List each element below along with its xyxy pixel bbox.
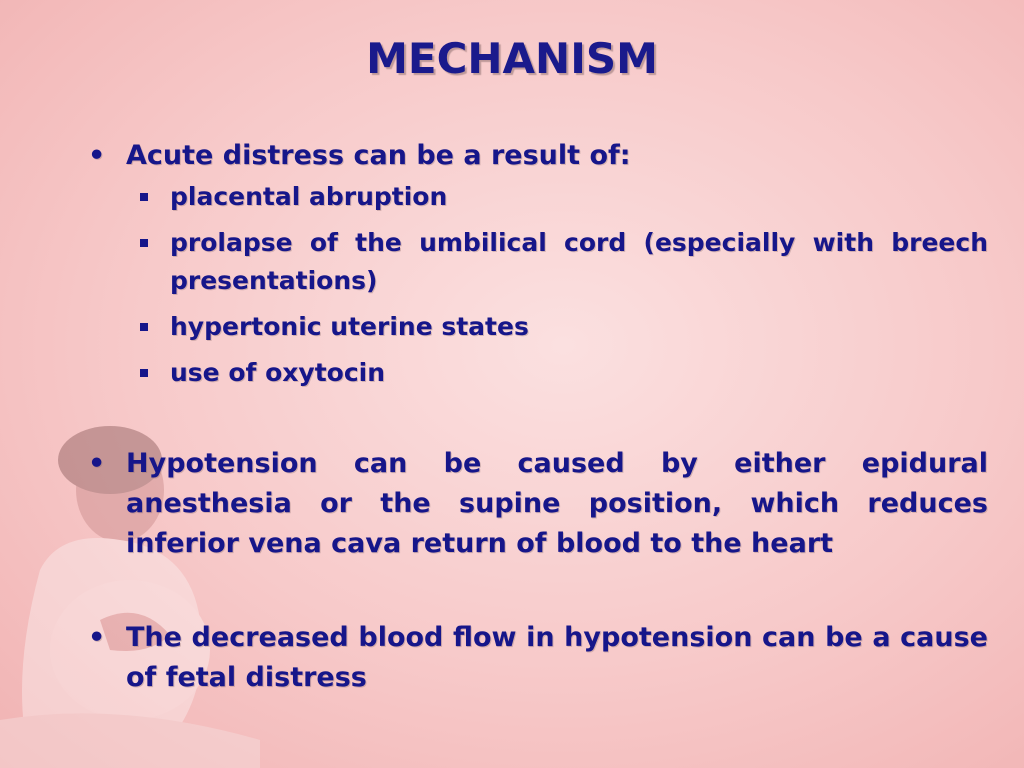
sub-bullet-item	[84, 354, 988, 392]
bullet-text: The decreased blood flow in hypotension can be a cause of fetal distress	[126, 622, 988, 693]
bullet-acute-distress	[84, 136, 988, 176]
sub-bullet-text: prolapse of the umbilical cord (especially with breech presentations)	[170, 228, 988, 295]
bullet-hypotension	[84, 444, 988, 564]
sub-bullet-text: hypertonic uterine states	[170, 312, 529, 341]
square-bullet-icon	[140, 193, 148, 201]
bullet-blood-flow	[84, 618, 988, 698]
slide-title: MECHANISM	[366, 34, 658, 83]
slide-content	[84, 136, 988, 698]
sub-bullet-item	[84, 224, 988, 300]
bullet-text: Hypotension can be caused by either epidural anesthesia or the supine position, which reduces inferior vena cava return of blood to the heart	[126, 448, 988, 559]
sub-bullet-item	[84, 308, 988, 346]
bullet-text: Acute distress can be a result of:	[126, 140, 631, 171]
square-bullet-icon	[140, 369, 148, 377]
sub-bullet-item	[84, 178, 988, 216]
bullet-icon: •	[88, 622, 106, 653]
bullet-icon: •	[88, 448, 106, 479]
square-bullet-icon	[140, 323, 148, 331]
sub-bullet-text: placental abruption	[170, 182, 448, 211]
sub-bullet-text: use of oxytocin	[170, 358, 386, 387]
square-bullet-icon	[140, 239, 148, 247]
bullet-icon: •	[88, 140, 106, 171]
sub-bullet-list	[84, 178, 988, 392]
